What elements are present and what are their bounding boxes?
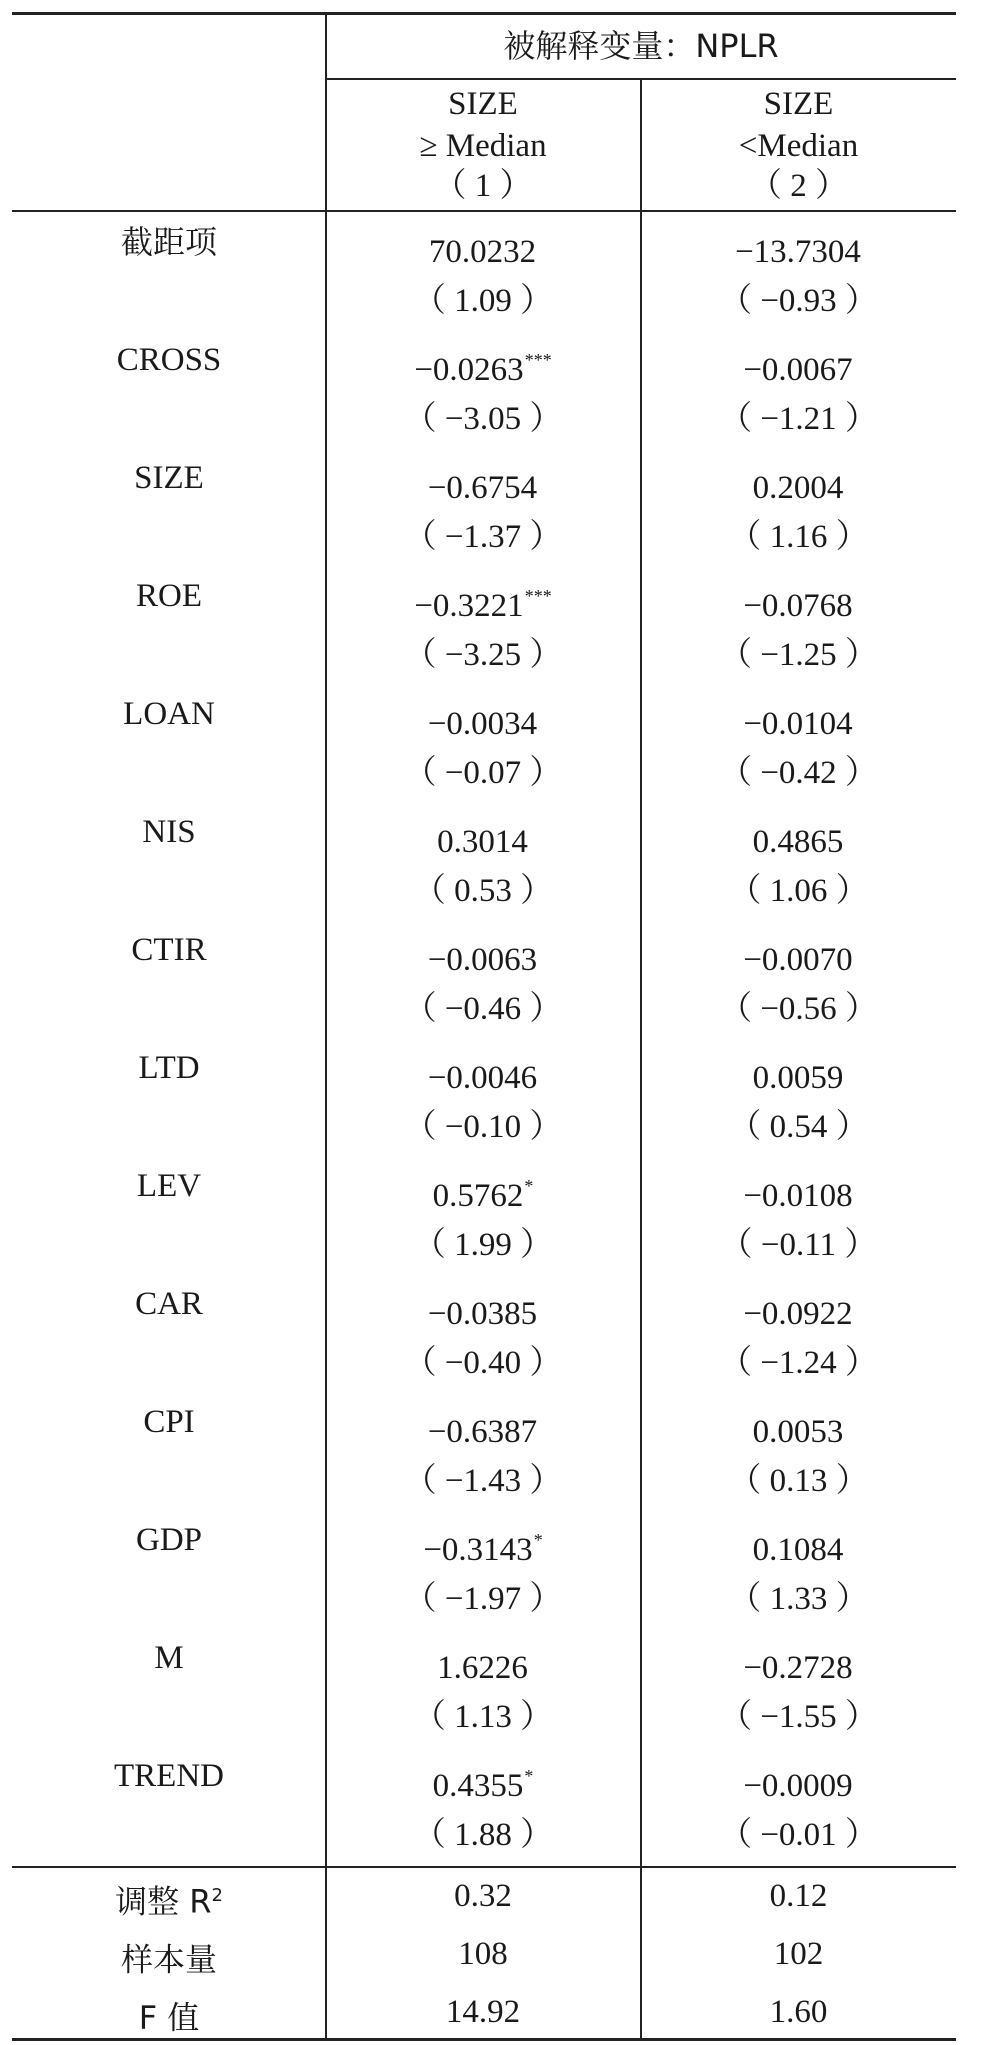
col1-header-line3: （ 1 ） bbox=[433, 168, 533, 204]
tstat-col2: （ −1.24 ） bbox=[719, 1345, 878, 1381]
tstat-col1: （ −0.10 ） bbox=[403, 1109, 563, 1145]
row-label: CPI bbox=[143, 1404, 195, 1440]
coef-value: −0.0046 bbox=[427, 1060, 538, 1096]
coef-col1 bbox=[326, 930, 640, 980]
row-label: LEV bbox=[136, 1168, 202, 1204]
row-label: SIZE bbox=[134, 460, 204, 496]
top-rule bbox=[12, 12, 956, 15]
coef-col2 bbox=[641, 1166, 956, 1216]
stat-value-c1: 108 bbox=[458, 1936, 508, 1972]
coef-col2 bbox=[641, 1520, 956, 1570]
tstat-col2: （ −0.56 ） bbox=[719, 991, 878, 1027]
col2-header-line2: <Median bbox=[738, 128, 859, 164]
tstat-col1: （ −0.46 ） bbox=[403, 991, 563, 1027]
coef-col1 bbox=[326, 1402, 640, 1452]
tstat-col1: （ 0.53 ） bbox=[412, 873, 554, 909]
tstat-col2: （ −1.55 ） bbox=[719, 1699, 878, 1735]
dependent-variable-header: 被解释变量：NPLR bbox=[503, 27, 779, 65]
coef-value: −0.6387 bbox=[427, 1414, 538, 1450]
coef-value: −0.3143 bbox=[423, 1532, 533, 1568]
tstat-col2: （ −1.21 ） bbox=[719, 401, 878, 437]
coef-value: 0.3014 bbox=[437, 824, 528, 860]
coef-col2 bbox=[641, 458, 956, 508]
coef-col2 bbox=[641, 812, 956, 862]
coef-col1 bbox=[326, 1756, 640, 1806]
coef-col1 bbox=[326, 1284, 640, 1334]
coef-col2 bbox=[641, 930, 956, 980]
row-label: CROSS bbox=[116, 342, 222, 378]
tstat-col2: （ 0.13 ） bbox=[728, 1463, 869, 1499]
tstat-col1: （ −3.25 ） bbox=[403, 637, 563, 673]
coef-value: 0.2004 bbox=[752, 470, 844, 506]
stat-label-superscript: 2 bbox=[211, 1885, 223, 1906]
stat-value-c1: 0.32 bbox=[454, 1878, 512, 1914]
coef-value: −0.2728 bbox=[743, 1650, 853, 1686]
row-label: M bbox=[154, 1640, 184, 1676]
tstat-col1: （ −0.40 ） bbox=[403, 1345, 563, 1381]
stat-label-text: 调整 R bbox=[115, 1882, 212, 1921]
coef-col2 bbox=[641, 340, 956, 390]
coef-col2 bbox=[641, 1402, 956, 1452]
stat-value-c1: 14.92 bbox=[445, 1994, 521, 2030]
coef-col1 bbox=[326, 458, 640, 508]
coef-col1 bbox=[326, 1520, 640, 1570]
tstat-col2: （ −0.42 ） bbox=[719, 755, 878, 791]
coef-value: 0.5762 bbox=[432, 1178, 524, 1214]
col2-header-line3: （ 2 ） bbox=[749, 168, 848, 204]
tstat-col2: （ −1.25 ） bbox=[719, 637, 878, 673]
stat-value-c2: 0.12 bbox=[769, 1878, 828, 1914]
coef-col2 bbox=[641, 222, 956, 272]
stat-label-text: 样本量 bbox=[120, 1940, 217, 1979]
coef-value: −0.0385 bbox=[427, 1296, 538, 1332]
coef-col2 bbox=[641, 1284, 956, 1334]
coef-value: 0.1084 bbox=[752, 1532, 844, 1568]
col1-header-line2: ≥ Median bbox=[419, 128, 547, 164]
coef-value: −0.0768 bbox=[743, 588, 853, 624]
tstat-col1: （ 1.13 ） bbox=[412, 1699, 554, 1735]
coef-value: −0.0263 bbox=[414, 352, 524, 388]
row-label: GDP bbox=[135, 1522, 203, 1558]
coef-col1 bbox=[326, 576, 640, 626]
tstat-col1: （ 1.09 ） bbox=[412, 283, 554, 319]
coef-col2 bbox=[641, 576, 956, 626]
tstat-col2: （ −0.01 ） bbox=[719, 1817, 878, 1853]
row-label: ROE bbox=[136, 578, 202, 614]
tstat-col1: （ 1.88 ） bbox=[412, 1817, 554, 1853]
coef-value: 70.0232 bbox=[428, 234, 537, 270]
tstat-col2: （ −0.93 ） bbox=[719, 283, 878, 319]
coef-value: −0.3221 bbox=[414, 588, 524, 624]
coef-value: −0.0034 bbox=[427, 706, 538, 742]
coef-value: −0.0063 bbox=[427, 942, 538, 978]
row-label: TREND bbox=[114, 1758, 224, 1794]
coef-value: −13.7304 bbox=[735, 234, 861, 270]
stat-label bbox=[12, 1992, 326, 2038]
coef-value: −0.0070 bbox=[743, 942, 853, 978]
row-label: LOAN bbox=[123, 696, 215, 732]
tstat-col1: （ −0.07 ） bbox=[403, 755, 563, 791]
row-label: LTD bbox=[138, 1050, 200, 1086]
col1-header-line1: SIZE bbox=[448, 86, 518, 122]
coef-value: 0.4355 bbox=[432, 1768, 524, 1804]
stat-label bbox=[12, 1876, 326, 1922]
tstat-col2: （ −0.11 ） bbox=[719, 1227, 878, 1263]
coef-value: −0.0108 bbox=[743, 1178, 853, 1214]
coef-value: 0.4865 bbox=[752, 824, 844, 860]
coef-value: −0.0067 bbox=[743, 352, 853, 388]
row-label: CTIR bbox=[131, 932, 207, 968]
coef-col1 bbox=[326, 1166, 640, 1216]
coef-value: −0.0009 bbox=[743, 1768, 853, 1804]
header-bottom-rule bbox=[12, 210, 956, 212]
row-label: 截距项 bbox=[120, 223, 217, 261]
row-label: NIS bbox=[142, 814, 196, 850]
coef-value: −0.6754 bbox=[427, 470, 538, 506]
stat-label-text: F 值 bbox=[138, 1998, 200, 2037]
col2-header-line1: SIZE bbox=[763, 86, 834, 122]
coef-value: 0.0053 bbox=[752, 1414, 844, 1450]
tstat-col1: （ −1.43 ） bbox=[403, 1463, 563, 1499]
coef-value: 0.0059 bbox=[752, 1060, 844, 1096]
coef-col2 bbox=[641, 1048, 956, 1098]
significance-stars: * bbox=[524, 1176, 534, 1196]
tstat-col2: （ 1.33 ） bbox=[728, 1581, 869, 1617]
coef-col1 bbox=[326, 222, 640, 272]
stat-label bbox=[12, 1934, 326, 1980]
coef-col1 bbox=[326, 812, 640, 862]
stat-value-c2: 1.60 bbox=[769, 1994, 828, 2030]
bottom-rule bbox=[12, 2038, 956, 2041]
significance-stars: * bbox=[524, 1766, 534, 1786]
coef-col1 bbox=[326, 1048, 640, 1098]
coef-col2 bbox=[641, 1638, 956, 1688]
coef-col1 bbox=[326, 340, 640, 390]
coef-col1 bbox=[326, 694, 640, 744]
coef-value: −0.0104 bbox=[743, 706, 853, 742]
significance-stars: *** bbox=[524, 350, 552, 370]
coef-col1 bbox=[326, 1638, 640, 1688]
tstat-col2: （ 1.16 ） bbox=[728, 519, 869, 555]
significance-stars: *** bbox=[524, 586, 552, 606]
coef-col2 bbox=[641, 694, 956, 744]
coef-value: −0.0922 bbox=[743, 1296, 853, 1332]
significance-stars: * bbox=[533, 1530, 543, 1550]
row-label: CAR bbox=[135, 1286, 203, 1322]
tstat-col2: （ 0.54 ） bbox=[728, 1109, 869, 1145]
tstat-col1: （ −1.97 ） bbox=[403, 1581, 563, 1617]
tstat-col2: （ 1.06 ） bbox=[728, 873, 869, 909]
tstat-col1: （ −3.05 ） bbox=[403, 401, 563, 437]
tstat-col1: （ −1.37 ） bbox=[403, 519, 563, 555]
stat-value-c2: 102 bbox=[773, 1936, 824, 1972]
tstat-col1: （ 1.99 ） bbox=[412, 1227, 554, 1263]
coef-col2 bbox=[641, 1756, 956, 1806]
coef-value: 1.6226 bbox=[437, 1650, 528, 1686]
stats-top-rule bbox=[12, 1866, 956, 1868]
